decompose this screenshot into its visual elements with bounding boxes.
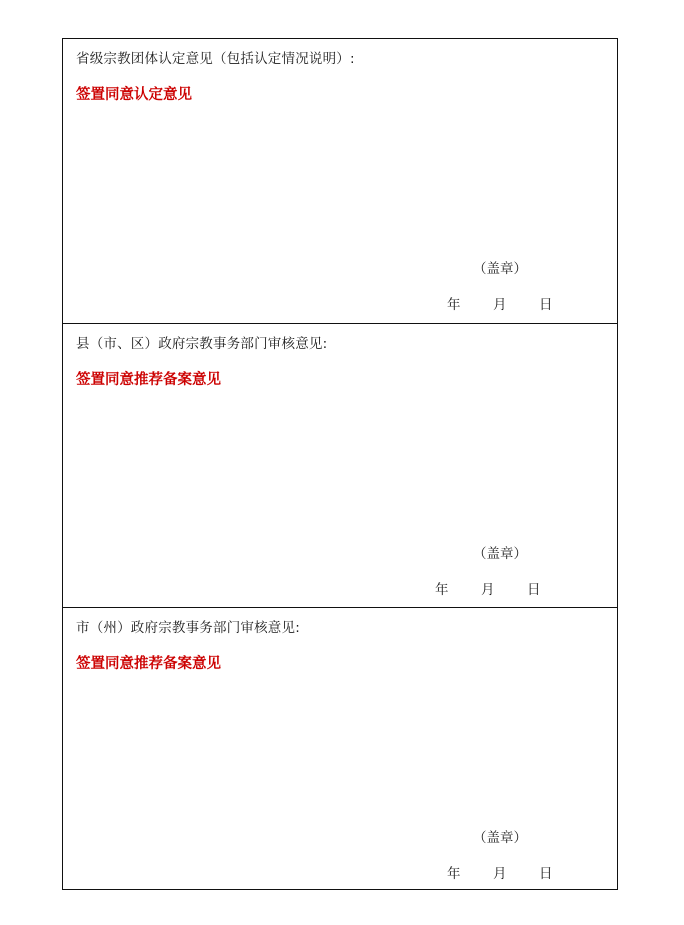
section-heading: 市（州）政府宗教事务部门审核意见: xyxy=(76,620,300,636)
county-religious-affairs-section xyxy=(63,323,617,607)
seal-label: （盖章） xyxy=(473,830,527,846)
date-year-label: 年 xyxy=(435,582,449,598)
date-month-label: 月 xyxy=(481,582,495,598)
seal-label: （盖章） xyxy=(473,261,527,277)
date-month-label: 月 xyxy=(493,297,507,313)
seal-label: （盖章） xyxy=(473,546,527,562)
approval-form-table xyxy=(62,38,618,890)
date-month-label: 月 xyxy=(493,866,507,882)
opinion-text: 签置同意推荐备案意见 xyxy=(76,655,221,672)
date-year-label: 年 xyxy=(447,866,461,882)
date-day-label: 日 xyxy=(539,297,553,313)
section-heading: 省级宗教团体认定意见（包括认定情况说明）: xyxy=(76,51,355,67)
date-year-label: 年 xyxy=(447,297,461,313)
date-day-label: 日 xyxy=(539,866,553,882)
opinion-text: 签置同意推荐备案意见 xyxy=(76,371,221,388)
provincial-religious-group-section xyxy=(63,39,617,323)
section-heading: 县（市、区）政府宗教事务部门审核意见: xyxy=(76,336,328,352)
opinion-text: 签置同意认定意见 xyxy=(76,86,192,103)
city-religious-affairs-section xyxy=(63,607,617,891)
date-day-label: 日 xyxy=(527,582,541,598)
